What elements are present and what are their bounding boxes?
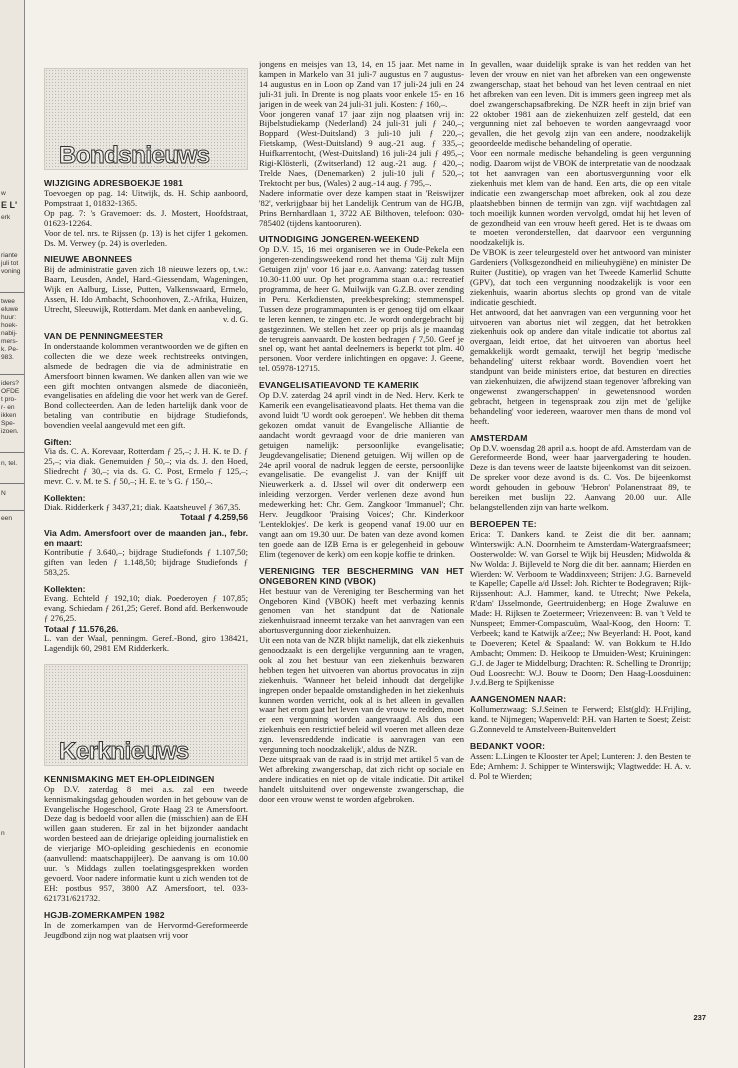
total-amount-2: Totaal ƒ 11.576,26. <box>44 623 119 634</box>
giften-heading: Giften: <box>44 437 72 448</box>
strip-fragment: t pro- <box>1 396 17 403</box>
hgjb-heading: HGJB-ZOMERKAMPEN 1982 <box>44 909 165 920</box>
strip-fragment: huur: <box>1 314 17 321</box>
vbok-heading: VERENIGING TER BESCHERMING VAN HET ONGEBOREN KIND (VBOK) <box>259 565 464 586</box>
vbok-text-3: Deze uitspraak van de raad is in strijd met artikel 5 van de Wet afbreking zwangerschap, dat zich richt op sociale en andere indicaties en niet op de vitale indicatie. Dit artikel handelt uitsluitend over ongewenste zwangerschap, die door een vrouw wenst te worden afgebroken. <box>259 754 464 804</box>
giften-text: Via ds. C. A. Korevaar, Rotterdam ƒ 25,–; J. H. K. te D. ƒ 25,–; via diak. Genemuiden ƒ 50,–; via ds. J. den Hoed, Sliedrecht ƒ 30,–; via ds. G. C. Post, Ermelo ƒ 125,–; mevr. C. v. M. te S. ƒ 50,–; H. E. te 's G. ƒ 150,–. <box>44 446 248 486</box>
penning-text: In onderstaande kolommen verantwoorden we de giften en collecten die we deze week rechtstreeks ontvingen, alsmede de bedragen die via de administratie en Amersfoort binnen kwamen. We danken allen van wie we een gift mochten ontvangen alsmede de diaconieën, evangelisaties en afdeling die voor het werk van de Geref. Bond collecteerden. Aan de leden hartelijk dank voor de betaling van contributie en bijdrage Studiefonds, bovendien veelal aangevuld met een gift. <box>44 340 248 431</box>
strip-rule <box>0 483 24 484</box>
vbok-text: Het bestuur van de Vereniging ter Bescherming van het Ongeboren Kind (VBOK) heeft met verbazing kennis genomen van het standpunt dat de Nationale ziekenhuisraad inneemt terzake van het aanvragen van een abortusvergunning door ziekenhuizen. <box>259 585 464 636</box>
aangenomen-heading: AANGENOMEN NAAR: <box>470 694 567 705</box>
vbok-continued: In gevallen, waar duidelijk sprake is van het redden van het leven der vrouw en niet van het afbreken van een ongewenste zwangerschap, staat het behoud van het leven centraal en niet het afbreken van een leven. Dit is immers geen ingreep met als doel zwangerschapsafbreking. De NZR heeft in zijn brief van 22 oktober 1981 aan de ziekenhuizen zelf gesteld, dat een vergunning niet zal behoeven te worden aangevraagd voor gevallen, die het gevolg zijn van een andere, noodzakelijk geoordeelde medische behandeling of operatie. <box>470 60 691 149</box>
kollekten-heading: Kollekten: <box>44 492 86 503</box>
vbok-continued-3: De VBOK is zeer teleurgesteld over het antwoord van minister Gardeniers (Volksgezondheid en milieuhygiëne) en minister De Ruiter (Justitie), op vragen van het Tweede Kamerlid Schutte (GPV), dat toch een vergunning noodzakelijk is voor een ziekenhuis, waarin abortus slechts op grond van de vitale indicatie geschiedt. <box>470 247 691 307</box>
kerknieuws-title: Kerknieuws <box>59 737 189 765</box>
adres-text-2: Op pag. 7: 's Gravemoer: ds. J. Mostert, Hoofdstraat, 01623-12264. <box>44 207 248 228</box>
strip-fragment: n <box>1 830 5 837</box>
strip-fragment: N <box>1 490 6 497</box>
strip-fragment: E L' <box>1 200 18 210</box>
adres-text-3: Voor de tel. nrs. te Rijssen (p. 13) is het cijfer 1 gekomen. Ds. M. Verwey (p. 24) is overleden. <box>44 227 248 248</box>
eh-text: Op D.V. zaterdag 8 mei a.s. zal een tweede kennismakingsdag gehouden worden in het gebouw van de Evangelische Hogeschool, Grote Haag 23 te Amersfoort. Deze dag is bedoeld voor allen die (misschien) aan de EH willen gaan studeren. Er zal in het bijzonder aandacht worden besteed aan de driejarige opleiding journalistiek en de vierjarige MO-opleiding geschiedenis en economie (aanvullend: maatschappijleer). De aanvang is om 10.00 uur. 's Middags zullen toelatingsgesprekken worden gevoerd. Voor nadere informatie kunt u zich wenden tot de EH: postbus 957, 3800 AZ Amersfoort, tel. 033-621731/621732. <box>44 783 248 903</box>
vbok-continued-4: Het antwoord, dat het aanvragen van een vergunning voor het uitvoeren van abortus niet wil zeggen, dat het betrokken ziekenhuis ook op andere dan vitale indicatie tot abortus zal overgaan, leidt ertoe, dat het uitvoeren van abortus heel gemakkelijk wordt gemaakt, terwijl het begrip 'medische behandeling' uiterst rekbaar wordt. Bovendien voert het standpunt van beide ministers ertoe, dat besturen en directies van ziekenhuizen, die afwijzend staan tegenover 'afbreking van ongewenst zwangerschappen' in gewetensnood worden gebracht, hetgeen in tegenspraak zou zijn met de 'gelijke behandeling' voor iedereen, waarover men thans de mond vol heeft. <box>470 306 691 426</box>
strip-fragment: ikken <box>1 412 17 419</box>
kollekten-heading-2: Kollekten: <box>44 584 86 595</box>
strip-fragment: r- en <box>1 404 15 411</box>
strip-rule <box>0 374 24 375</box>
strip-rule <box>0 510 24 511</box>
abonnees-heading: NIEUWE ABONNEES <box>44 254 133 265</box>
strip-fragment: voning <box>1 268 21 275</box>
strip-fragment: erk <box>1 214 11 221</box>
strip-fragment: een <box>1 515 13 522</box>
total-amount: Totaal ƒ 4.259,56 <box>180 511 248 522</box>
bedankt-text: Assen: L.Lingen te Klooster ter Apel; Lunteren: J. den Besten te Ede; Arnhem: J. Schipper te Winterswijk; Vlagtwedde: H. A. v. d. Pol te Wierden; <box>470 751 691 781</box>
strip-fragment: w <box>1 190 6 197</box>
hgjb-continued: jongens en meisjes van 13, 14, en 15 jaar. Met name in kampen in Markelo van 31 juli-7 augustus en 7 augustus-14 augustus en in Loon op Zand van 17 juli-24 juli en 24 juli-31 juli. In Drente is nog plaats voor enkele 15- en 16 jarigen in de week van 24 juli-31 juli. Kosten: ƒ 160,–. <box>259 60 464 109</box>
adres-heading: WIJZIGING ADRESBOEKJE 1981 <box>44 178 184 188</box>
bedankt-heading: BEDANKT VOOR: <box>470 741 546 752</box>
jongeren-weekend-text: Op D.V. 15, 16 mei organiseren we in Oude-Pekela een jongeren-zendingsweekend rond het thema 'Gij zult Mijn Getuigen zijn' voor 16 jaar e.o. Aanvang: zaterdag tussen 10.30-11.00 uur. Op het programma staan o.a.: recreatief programma, de heer G. Muilwijk van G.Z.B. over zending in Peru. Kerkdiensten, preekbespreking; stemmenspel. Tussen deze programmapunten is er genoeg tijd om elkaar te leren kennen, te zingen etc. Je wordt ondergebracht bij gastgezinnen. We stellen het zeer op prijs als je maandag de terugreis aanvaardt. De kosten bedragen ƒ 7,50. Geef je snel op, want het aantal deelnemers is beperkt tot plm. 40 personen. Voor verdere inlichtingen en opgave: J. Geene, tel. 05978-12715. <box>259 244 464 374</box>
strip-rule <box>0 292 24 293</box>
abonnees-signature: v. d. G. <box>223 313 248 324</box>
abonnees-text: Bij de administratie gaven zich 18 nieuwe lezers op, t.w.: Baarn, Leusden, Andel, Hard.-Giessendam, Wageningen, Wijk en Aalburg, Lisse, Putten, Valkenswaard, Ermelo, Assen, H. Ido Ambacht, Schoonhoven, Z.-Afrika, Huizen, Utrecht, Sleeuwijk, Rotterdam. Met dank en aanbeveling, <box>44 264 248 315</box>
strip-fragment: OFDE <box>1 388 20 395</box>
strip-fragment: juli tot <box>1 260 19 267</box>
kollekten-text-2: Evang. Echteld ƒ 192,10; diak. Poederoyen ƒ 107,85; evang. Schiedam ƒ 261,25; Geref. Bond afd. Berkenwoude ƒ 276,25. <box>44 593 248 623</box>
strip-fragment: k. Pe- <box>1 346 19 353</box>
column-right <box>470 60 691 1010</box>
penning-heading: VAN DE PENNINGMEESTER <box>44 330 164 341</box>
amsterdam-text: Op D.V. woensdag 28 april a.s. hoopt de afd. Amsterdam van de Gereformeerde Bond, weer haar jaarvergadering te houden. Deze is dan tevens weer de laatste bijeenkomst van dit seizoen. De spreker voor deze avond is ds. C. Vos. De bijeenkomst wordt gehouden in gebouw 'Hebron' Polanenstraat 89, te bereiken met buslijn 22. Aanvang 20.00 uur. Alle belangstellenden zijn van harte welkom. <box>470 442 691 512</box>
strip-fragment: eluwe <box>1 306 19 313</box>
aangenomen-text: Kollumerzwaag: S.J.Seinen te Ferwerd; Elst(gld): H.Frijling, kand. te Nijmegen; Wapenveld: P.H. van Harten te Soest; Zeist: G.Zonneveld te Amstelveen-Buitenveldert <box>470 704 691 735</box>
eh-heading: KENNISMAKING MET EH-OPLEIDINGEN <box>44 773 215 784</box>
strip-fragment: 983. <box>1 354 14 361</box>
bondsnieuws-banner <box>44 68 248 170</box>
evangelisatie-text: Op D.V. zaterdag 24 april vindt in de Ned. Herv. Kerk te Kamerik een evangelisatieavond plaats. Het thema van die avond luidt 'U wordt ook geroepen'. We hebben dit thema gekozen omdat vanuit de Evangelische Alliantie de aandacht wordt gevraagd voor de drie manieren van getuigen namelijk: persoonlijke evangelisatie; Jeugdevangelisatie; Dienend getuigen. Wij willen op de 24e april vooral de nadruk leggen de eerste, persoonlijke evangelisatie. De evangelist J. van der Knijff uit Nieuwerkerk a. d. IJssel wil over dit onderwerp een inleiding verzorgen. Verder verlenen deze avond hun medewerking het: Chr. Gem. Zangkoor 'Immanuel'; Chr. Herv. Jeugdkoor 'Praising Voices'; Chr. Kinderkoor 'Lenteklokjes'. De kerk is geopend vanaf 19.00 uur en vangt aan om 19.30 uur. De baten van deze avond komen ten goede aan de IZB Erna is er gelegenheid in gebouw Elim (tegenover de kerk) om een kopje koffie te drinken. <box>259 390 464 559</box>
column-left <box>44 64 248 1014</box>
evangelisatie-heading: EVANGELISATIEAVOND TE KAMERIK <box>259 380 420 391</box>
strip-fragment: nabij- <box>1 330 18 337</box>
beroepen-text: Erica: T. Dankers kand. te Zeist die dit ber. aannam; Winterswijk: A.N. Doornheim te Amsterdam-Watergraafsmeer; Oosterwolde: W. van Gorsel te Wijk bij Heusden; Midwolda & Nw Wolda: J. Bijleveld te Norg die dit ber. aannam; Hierden en Wierden: W. Verboom te Waddinxveen; Strijen: J.G. Barneveld te Kapelle; Capelle a/d IJssel: Joh. Richter te Bodegraven; Rijk-Rijssenhout: A.J. Hammer, kand. te Utrecht; Nwe Pekela, R'dam' IJsselmonde, Geertruidenberg; en Hoge Zwaluwe en Made: H. Rijksen te Zoetermeer; Vriezenveen: B. van 't Veld te Nunspeet; Emmer-Compascuüm, Waal-Koog, den Hoorn: T. Verbeek; kand te Katwijk a/Zee;; Nw Beyerland: H. Poot, kand te Doeveren; Ketel & Spaaland: W. van Bokkum te H.Ido Ambacht; Ommen: D. Heikoop te IJmuiden-West; Kruiningen: G.J. de Jager te Middelburg; Drachten: R. Schelling te Dronrijp; Oud Loosrecht: W.J. Bouw te Doorn; Den Haag-Loosduinen: J.v.d.Berg te Spijkenisse <box>470 528 691 688</box>
strip-fragment: mers- <box>1 338 18 345</box>
strip-fragment: n, tel. <box>1 460 18 467</box>
strip-fragment: izoen. <box>1 428 19 435</box>
strip-fragment: Spe- <box>1 420 15 427</box>
penning-signature: L. van der Waal, penningm. Geref.-Bond, giro 138421, Lagendijk 60, 2981 EM Ridderkerk. <box>44 632 248 653</box>
hgjb-continued-2: Voor jongeren vanaf 17 jaar zijn nog plaatsen vrij in: Bijbelstudiekamp (Nederland) 24 juli-31 juli ƒ 240,–; Boppard (West-Duitsland) 3 juli-10 juli ƒ 220,–; Fietskamp, (West-Duitsland) 9 aug.-21 aug. ƒ 335,–; Huifkarrentocht, (West-Duitsland) 16 juli-24 juli ƒ 495,–; Rigi-Klösterli, (Zwitserland) 12 aug.-21 aug. ƒ 420,–; Trelde Naes, (Denemarken) 2 juli-10 juli ƒ 520,–; Trektocht per bus, (Wales) 2 aug.-14 aug. ƒ 795,–. <box>259 108 464 188</box>
bondsnieuws-title: Bondsnieuws <box>59 142 210 170</box>
strip-fragment: twee <box>1 298 15 305</box>
vbok-text-2: Uit een nota van de NZR blijkt namelijk, dat elk ziekenhuis genoodzaakt is een dergelijke vergunning aan te vragen, ook al zou het bestuur van een ziekenhuis bezwaren hebben tegen het uitvoeren van abortus provocatus in zijn ziekenhuis. 'Wanneer het beleid inhoudt dat dergelijke ingrepen onder bepaalde omstandigheden in het ziekenhuis kunnen worden verricht, ook al is het alleen in gevallen waar het erom gaat het leven van de vrouw te redden, moet er een vergunning worden aangevraagd. Als dus een ziekenhuis een restrictief beleid wil voeren met alleen deze zgn. levensreddende indicatie is aanvragen van een vergunning toch noodzakelijk', aldus de NZR. <box>259 635 464 755</box>
column-middle <box>259 60 464 1010</box>
adm-heading: Via Adm. Amersfoort over de maanden jan., febr. en maart: <box>44 528 248 549</box>
beroepen-heading: BEROEPEN TE: <box>470 518 537 529</box>
strip-fragment: iders? <box>1 380 19 387</box>
vbok-continued-2: Voor een normale medische behandeling is geen vergunning nodig. Daarom wijst de VBOK de interpretatie van de noodzaak tot het aanvragen van een abortusvergunning voor elk ziekenhuis met klem van de hand. Een arts, die op een vitale indicatie een zwangerschap moet afbreken, ook al zou deze plaatshebben binnen de termijn van zgn. vijf wachtdagen zal toch moeilijk kunnen worden vervolgd, omdat hij het leven of de gezondheid van een vrouw heeft gered. Het is te dwaas om te moeten veronderstellen, dat daarvoor een vergunning noodzakelijk is. <box>470 148 691 248</box>
strip-fragment: riante <box>1 252 18 259</box>
previous-page-strip <box>0 0 25 1068</box>
adm-text: Kontributie ƒ 3.640,–; bijdrage Studiefonds ƒ 1.107,50; giften van leden ƒ 1.148,50; bijdrage Studiefonds ƒ 583,25. <box>44 547 248 578</box>
jongeren-weekend-heading: UITNODIGING JONGEREN-WEEKEND <box>259 234 420 245</box>
hgjb-continued-3: Nadere informatie over deze kampen staat in 'Reiswijzer '82', verkrijgbaar bij het Landelijk Centrum van de HGJB, Prins Bernhardlaan 1, 3722 AE Bilthoven, telefoon: 030-785402 (tijdens kantooruren). <box>259 187 464 228</box>
page-number: 237 <box>693 1013 706 1022</box>
kerknieuws-banner <box>44 664 248 766</box>
kollekten-text: Diak. Ridderkerk ƒ 3437,21; diak. Kaatsheuvel ƒ 367,35. <box>44 501 241 512</box>
adres-text-1: Toevoegen op pag. 14: Uitwijk, ds. H. Schip aanboord, Pompstraat 1, 01832-1365. <box>44 188 248 208</box>
strip-rule <box>0 452 24 453</box>
strip-fragment: hoek- <box>1 322 18 329</box>
hgjb-text: In de zomerkampen van de Hervormd-Gereformeerde Jeugdbond zijn nog wat plaatsen vrij voor <box>44 919 248 940</box>
amsterdam-heading: AMSTERDAM <box>470 432 528 443</box>
